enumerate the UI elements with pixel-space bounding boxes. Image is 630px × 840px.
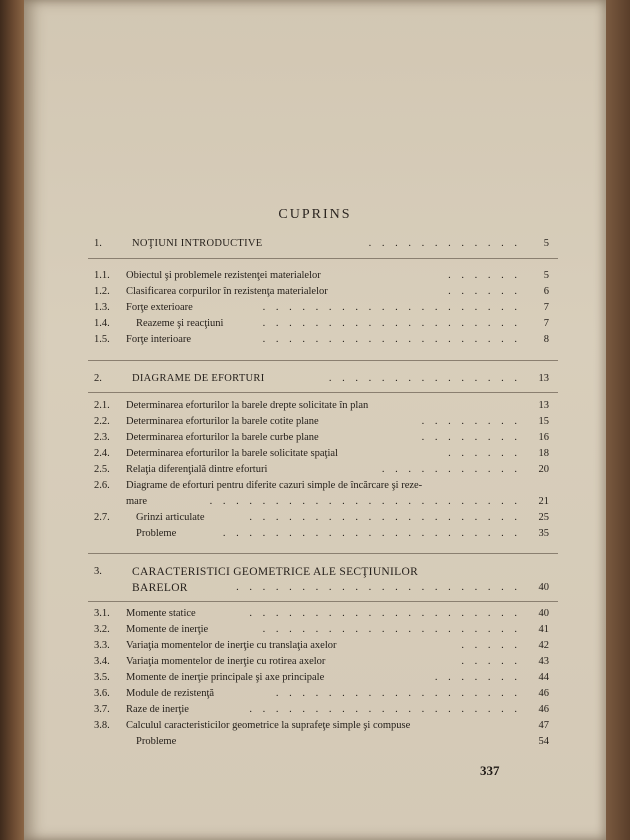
dot-leader: . . . . . . . . . . . . . . . . . . . . .	[249, 608, 521, 619]
section-rule	[88, 360, 558, 361]
entry-number: 3.1.	[94, 608, 110, 619]
book-page	[24, 0, 606, 840]
entry-text: CARACTERISTICI GEOMETRICE ALE SECŢIUNILOR	[132, 566, 419, 578]
toc-entry-1-2	[94, 286, 549, 302]
entry-text: Forţe exterioare	[126, 302, 193, 313]
entry-number: 1.1.	[94, 270, 110, 281]
entry-text: NOŢIUNI INTRODUCTIVE	[132, 238, 263, 249]
entry-number: 3.	[94, 566, 102, 577]
entry-page: 46	[538, 704, 549, 715]
book-spine-shadow	[0, 0, 24, 840]
entry-page: 44	[538, 672, 549, 683]
toc-entry-2-1	[94, 400, 549, 416]
entry-number: 3.3.	[94, 640, 110, 651]
toc-entry-2-6	[94, 480, 549, 496]
entry-number: 1.	[94, 238, 102, 249]
entry-number: 3.4.	[94, 656, 110, 667]
dot-leader: . . . . . . . . . . . . . . .	[328, 373, 521, 384]
section-rule	[88, 258, 558, 259]
entry-text: Diagrame de eforturi pentru diferite cazuri simple de încărcare şi reze-	[126, 480, 423, 491]
entry-text: Calculul caracteristicilor geometrice la suprafeţe simple şi compuse	[126, 720, 411, 731]
toc-entry-3-4	[94, 656, 549, 672]
dot-leader: . . . . .	[461, 640, 521, 651]
entry-number: 3.2.	[94, 624, 110, 635]
toc-entry-1-1	[94, 270, 549, 286]
entry-page: 15	[538, 416, 549, 427]
entry-page: 13	[538, 373, 549, 384]
toc-entry-3-8	[94, 720, 549, 736]
entry-page: 16	[538, 432, 549, 443]
dot-leader: . . . . . . . .	[421, 416, 521, 427]
entry-page: 43	[538, 656, 549, 667]
toc-entry-1-3	[94, 302, 549, 318]
entry-number: 2.7.	[94, 512, 110, 523]
dot-leader: . . . . . . . . . . . . . . . . . . . . .	[249, 704, 521, 715]
entry-page: 54	[538, 736, 549, 747]
dot-leader: . . . . . . . . . . . . . . . . . . . . . . . .	[209, 496, 521, 507]
dot-leader: . . . . . . . . . . .	[381, 464, 521, 475]
section-rule	[88, 601, 558, 602]
section-rule	[88, 553, 558, 554]
dot-leader: . . . . . . . .	[421, 432, 521, 443]
page-number: 337	[480, 763, 500, 778]
toc-entry-3-1	[94, 608, 549, 624]
entry-text: Obiectul şi problemele rezistenţei materialelor	[126, 270, 321, 281]
dot-leader: . . . . . . . . . . . . . . . . . . . . . . .	[222, 528, 521, 539]
entry-page: 40	[538, 582, 549, 593]
toc-entry-3-cont	[94, 582, 549, 598]
entry-text: Determinarea eforturilor la barele drepte solicitate în plan	[126, 400, 369, 411]
entry-number: 3.8.	[94, 720, 110, 731]
section-rule	[88, 392, 558, 393]
entry-text: Module de rezistenţă	[126, 688, 215, 699]
entry-text: Determinarea eforturilor la barele solicitate spaţial	[126, 448, 338, 459]
toc-entry-2-2	[94, 416, 549, 432]
dot-leader: . . . . . . . . . . . . . . . . . . . .	[262, 302, 521, 313]
entry-text: Variaţia momentelor de inerţie cu rotirea axelor	[126, 656, 326, 667]
entry-page: 13	[538, 400, 549, 411]
entry-page: 5	[543, 238, 549, 249]
entry-number: 3.7.	[94, 704, 110, 715]
entry-page: 8	[543, 334, 549, 345]
dot-leader: . . . . . . . . . . . .	[368, 238, 521, 249]
entry-text: mare	[126, 496, 147, 507]
entry-text: BARELOR	[132, 582, 188, 594]
entry-number: 1.5.	[94, 334, 110, 345]
entry-number: 2.2.	[94, 416, 110, 427]
entry-text: Momente statice	[126, 608, 196, 619]
entry-text: Determinarea eforturilor la barele cotite plane	[126, 416, 319, 427]
dot-leader: . . . . . . . . . . . . . . . . . . .	[275, 688, 521, 699]
entry-text: Reazeme şi reacţiuni	[136, 318, 224, 329]
entry-page: 6	[543, 286, 549, 297]
entry-text: Grinzi articulate	[136, 512, 205, 523]
entry-page: 40	[538, 608, 549, 619]
entry-text: Probleme	[136, 528, 177, 539]
entry-page: 42	[538, 640, 549, 651]
dot-leader: . . . . . . . . . . . . . . . . . . . .	[262, 624, 521, 635]
toc-entry-3-3	[94, 640, 549, 656]
entry-number: 1.4.	[94, 318, 110, 329]
entry-number: 1.3.	[94, 302, 110, 313]
dot-leader: . . . . . . .	[434, 672, 521, 683]
entry-text: Momente de inerţie	[126, 624, 209, 635]
dot-leader: . . . . . .	[448, 448, 521, 459]
entry-page: 7	[543, 318, 549, 329]
entry-text: Raze de inerţie	[126, 704, 189, 715]
entry-text: Determinarea eforturilor la barele curbe plane	[126, 432, 319, 443]
toc-entry-2-6-cont	[94, 496, 549, 512]
entry-number: 3.6.	[94, 688, 110, 699]
dot-leader: . . . . . . . . . . . . . . . . . . . .	[262, 318, 521, 329]
entry-text: Clasificarea corpurilor în rezistenţa materialelor	[126, 286, 328, 297]
toc-entry-3-7	[94, 704, 549, 720]
entry-page: 41	[538, 624, 549, 635]
entry-page: 7	[543, 302, 549, 313]
entry-number: 2.6.	[94, 480, 110, 491]
entry-text: Probleme	[136, 736, 177, 747]
dot-leader: . . . . . . . . . . . . . . . . . . . . .	[249, 512, 521, 523]
dot-leader: . . . . . . . . . . . . . . . . . . . .	[262, 334, 521, 345]
toc-entry-1-4	[94, 318, 549, 334]
toc-entry-1-5	[94, 334, 549, 350]
entry-page: 25	[538, 512, 549, 523]
toc-entry-3-problems	[94, 736, 549, 752]
entry-page: 47	[538, 720, 549, 731]
entry-number: 3.5.	[94, 672, 110, 683]
toc-title: CUPRINS	[278, 207, 352, 222]
toc-entry-2-3	[94, 432, 549, 448]
entry-page: 21	[538, 496, 549, 507]
toc-entry-2-4	[94, 448, 549, 464]
entry-page: 18	[538, 448, 549, 459]
dot-leader: . . . . . . . . . . . . . . . . . . . . . .	[236, 582, 521, 593]
entry-number: 2.3.	[94, 432, 110, 443]
toc-entry-2-5	[94, 464, 549, 480]
entry-text: Momente de inerţie principale şi axe principale	[126, 672, 325, 683]
entry-text: Forţe interioare	[126, 334, 192, 345]
toc-entry-1	[94, 238, 549, 254]
entry-text: Relaţia diferenţială dintre eforturi	[126, 464, 268, 475]
entry-page: 35	[538, 528, 549, 539]
entry-text: DIAGRAME DE EFORTURI	[132, 373, 265, 384]
book-edge	[606, 0, 630, 840]
dot-leader: . . . . . .	[448, 286, 521, 297]
toc-entry-3-6	[94, 688, 549, 704]
toc-entry-2-7	[94, 512, 549, 528]
entry-page: 20	[538, 464, 549, 475]
entry-number: 2.5.	[94, 464, 110, 475]
entry-number: 1.2.	[94, 286, 110, 297]
entry-page: 46	[538, 688, 549, 699]
entry-page: 5	[543, 270, 549, 281]
dot-leader: . . . . . .	[448, 270, 521, 281]
entry-number: 2.	[94, 373, 102, 384]
toc-entry-3-2	[94, 624, 549, 640]
toc-entry-2	[94, 373, 549, 389]
toc-entry-3	[94, 566, 549, 582]
entry-number: 2.4.	[94, 448, 110, 459]
entry-text: Variaţia momentelor de inerţie cu translaţia axelor	[126, 640, 337, 651]
dot-leader: . . . . .	[461, 656, 521, 667]
toc-entry-2-problems	[94, 528, 549, 544]
toc-entry-3-5	[94, 672, 549, 688]
entry-number: 2.1.	[94, 400, 110, 411]
